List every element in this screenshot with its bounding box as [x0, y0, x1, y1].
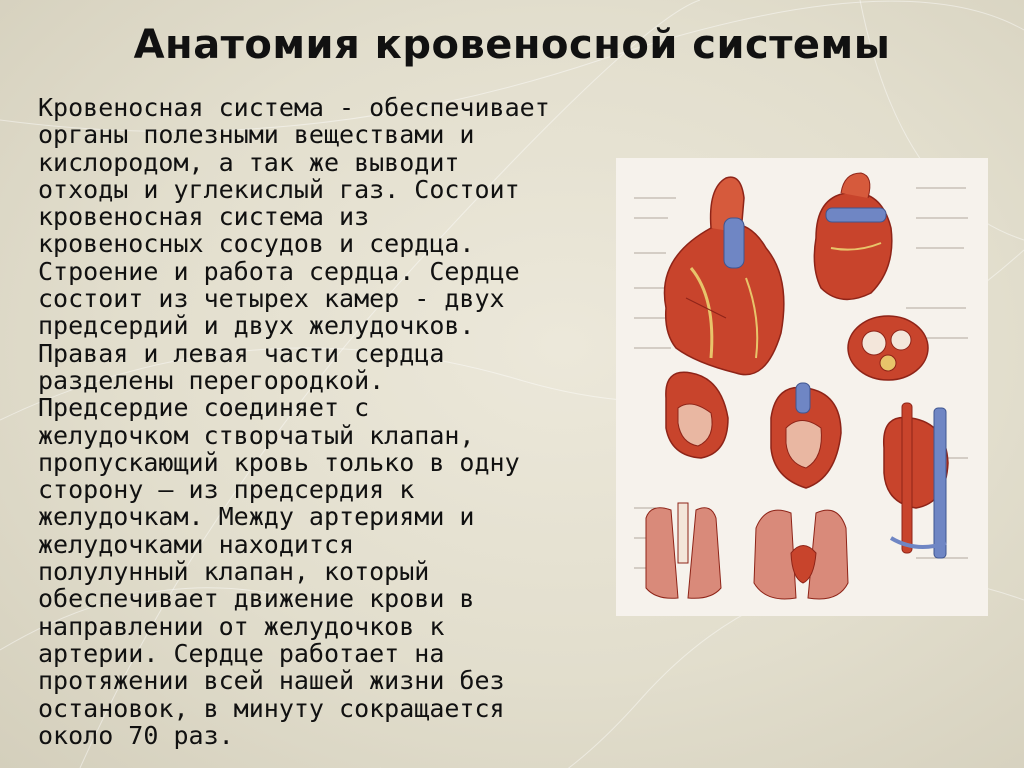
body-line: состоит из четырех камер - двух: [38, 284, 505, 314]
body-line: полулунный клапан, который: [38, 557, 430, 587]
body-line: предсердий и двух желудочков.: [38, 311, 475, 341]
body-line: кровеносная система из: [38, 202, 370, 232]
lungs-drawing: [646, 503, 848, 599]
heart-anatomy-illustration: [616, 158, 988, 616]
valve-section-drawing: [848, 316, 928, 380]
posterior-heart-drawing: [814, 173, 892, 299]
slide-title: Анатомия кровеносной системы: [133, 22, 891, 68]
body-line: желудочкам. Между артериями и: [38, 502, 475, 532]
body-line: кислородом, а так же выводит: [38, 147, 460, 177]
body-line: желудочком створчатый клапан,: [38, 420, 475, 450]
body-line: пропускающий кровь только в одну: [38, 447, 520, 477]
body-line: кровеносных сосудов и сердца.: [38, 229, 475, 259]
body-line: остановок, в минуту сокращается: [38, 693, 505, 723]
body-line: около 70 раз.: [38, 720, 234, 750]
body-line: органы полезными веществами и: [38, 120, 475, 150]
heart-with-vessels-drawing: [884, 403, 948, 558]
heart-interior-drawings: [666, 372, 841, 488]
body-line: разделены перегородкой.: [38, 365, 385, 395]
body-line: артерии. Сердце работает на: [38, 638, 445, 668]
body-paragraph: [38, 94, 660, 749]
body-line: направлении от желудочков к: [38, 611, 445, 641]
body-line: обеспечивает движение крови в: [38, 584, 475, 614]
body-line: сторону – из предсердия к: [38, 475, 415, 505]
body-line: Предсердие соединяет с: [38, 393, 370, 423]
large-heart-drawing: [664, 177, 783, 374]
body-line: Строение и работа сердца. Сердце: [38, 256, 520, 286]
body-line: Кровеносная система - обеспечивает: [38, 93, 550, 122]
body-line: Правая и левая части сердца: [38, 338, 445, 368]
body-line: отходы и углекислый газ. Состоит: [38, 174, 520, 204]
body-line: протяжении всей нашей жизни без: [38, 666, 505, 696]
body-line: желудочками находится: [38, 529, 355, 559]
